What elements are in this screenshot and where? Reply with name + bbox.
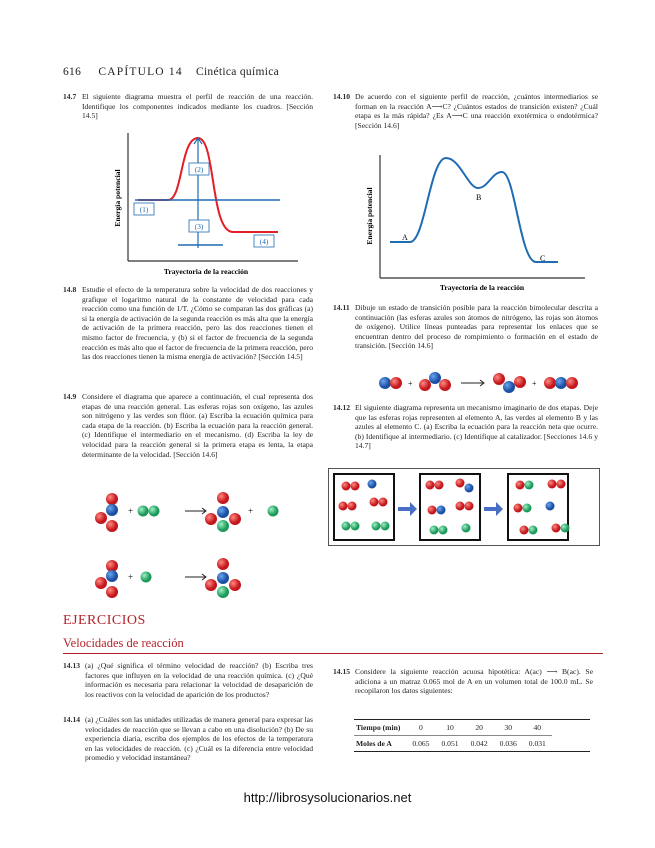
time-cell: 20: [475, 723, 483, 732]
moles-cell: 0.065: [412, 739, 430, 748]
point-b-label: B: [476, 193, 482, 202]
problem-text: Dibuje un estado de transición posible para la reacción bimolecular descrita a continuación (las esferas azules son átomos de nitrógeno, las rojas son átomos de oxígeno). Utilice líneas punteadas para representar los enlaces que se encuentran dentro del proceso de rompimiento o formación en el estado de transición. [Sección 14.6]: [355, 303, 598, 351]
point-c-label: C: [540, 254, 546, 263]
mechanism-diagram-14-9: [90, 486, 310, 604]
problem-number: 14.14: [63, 715, 81, 724]
subsection-heading-velocidades: Velocidades de reacción: [63, 636, 184, 650]
row-label-time: Tiempo (min): [356, 723, 401, 732]
x-axis-label: Trayectoria de la reacción: [439, 283, 525, 292]
box-2-label: (2): [194, 165, 204, 174]
problem-14-12: [333, 403, 598, 451]
moles-cell: 0.042: [470, 739, 488, 748]
problem-number: 14.12: [333, 403, 351, 412]
section-heading-ejercicios: EJERCICIOS: [63, 613, 146, 628]
problem-14-14: [63, 715, 313, 763]
problem-14-7: [63, 92, 313, 121]
problem-number: 14.9: [63, 392, 77, 401]
data-table-wrapper: [354, 719, 590, 752]
page-header: [63, 66, 279, 78]
problem-text: (a) ¿Cuáles son las unidades utilizadas de manera general para expresar las velocidades de reacción que se llevan a cabo en una disolución? (b) De su experiencia diaria, escriba dos ejemplos de los efectos de la temperatura en las velocidades de reacción. (c) ¿Cuál es la diferencia entre velocidad promedio y velocidad instantánea?: [85, 715, 313, 763]
problem-text: Estudie el efecto de la temperatura sobre la velocidad de dos reacciones y grafique el logaritmo natural de la constante de velocidad para cada reacción como una función de 1/T. ¿Cómo se comparan las dos gráficas (a) si la energía de activación de la segunda reacción es más alta que la energía de activación de la primera reacción, pero las dos reacciones tienen el mismo factor de frecuencia, y (b) si el factor de frecuencia de la segunda reacción es más alto que el factor de frecuencia de la primera reacción, pero las dos reacciones tienen la misma energía de activación? [Sección 14.5]: [82, 285, 313, 362]
chapter-title: Cinética química: [195, 66, 280, 78]
box-3-label: (3): [194, 222, 204, 231]
problem-text: El siguiente diagrama muestra el perfil de reacción de una reacción. Identifique los componentes indicados mediante los cuadros. [Sección 14.5]: [82, 92, 313, 121]
time-cell: 40: [533, 723, 542, 732]
problem-text: Considere el diagrama que aparece a continuación, el cual representa dos etapas de una reacción general. Las esferas rojas son oxígeno, las azules son nitrógeno y las verdes son flúor. (a) Escriba la ecuación química para cada etapa de la reacción. (b) Escriba la ecuación para la reacción general. (c) Identifique el intermediario en el mecanismo. (d) Escriba la ley de velocidad para la reacción general si la primera etapa es lenta, la etapa determinante de la velocidad. [Sección 14.6]: [82, 392, 313, 459]
mechanism-diagram-14-12: [328, 468, 600, 546]
problem-14-9: [63, 392, 313, 459]
problem-text: El siguiente diagrama representa un mecanismo imaginario de dos etapas. Deje que las esferas rojas representen al elemento A, las verdes al elemento B y las azules al elemento C. (a) Escriba la ecuación para la reacción neta que ocurre. (b) Identifique al intermediario. (c) Identifique al catalizador. [Secciones 14.6 y 14.7]: [355, 403, 598, 451]
problem-number: 14.7: [63, 92, 77, 101]
energy-profile-14-7: [108, 128, 308, 280]
footer-url[interactable]: http://librosysolucionarios.net: [243, 790, 412, 805]
box-1-label: (1): [139, 205, 149, 214]
problem-14-10: [333, 92, 598, 130]
moles-cell: 0.031: [528, 739, 546, 748]
bimolecular-diagram-14-11: [375, 370, 600, 396]
problem-number: 14.11: [333, 303, 350, 312]
data-table: [354, 720, 552, 751]
problem-text: De acuerdo con el siguiente perfil de reacción, ¿cuántos intermediarios se forman en la reacción A⟶C? ¿Cuántos estados de transición existen? ¿Cuál etapa es la más rápida? ¿Es A⟶C una reacción exotérmica o endotérmica? [Sección 14.6]: [355, 92, 598, 130]
x-axis-label: Trayectoria de la reacción: [163, 267, 249, 276]
problem-14-13: [63, 661, 313, 699]
energy-profile-14-10: [360, 150, 590, 295]
problem-number: 14.13: [63, 661, 81, 670]
y-axis-label: Energía potencial: [365, 187, 374, 245]
page-number: 616: [63, 66, 82, 78]
svg-text:+: +: [128, 572, 134, 582]
problem-text: Considere la siguiente reacción acuosa hipotética: A(ac) ⟶ B(ac). Se adiciona a un matraz 0.065 mol de A en un volumen total de 100.0 mL. Se recopilaron los datos siguientes:: [355, 667, 593, 696]
moles-cell: 0.036: [499, 739, 517, 748]
box-4-label: (4): [259, 237, 269, 246]
table-row: [354, 736, 552, 752]
chapter-label: CAPÍTULO 14: [98, 66, 183, 78]
time-cell: 30: [504, 723, 512, 732]
problem-number: 14.15: [333, 667, 351, 676]
problem-text: (a) ¿Qué significa el término velocidad de reacción? (b) Escriba tres factores que influyen en la velocidad de una reacción química. (c) ¿Qué información es necesaria para relacionar la velocidad de desaparición de los reactivos con la velocidad de aparición de los productos?: [85, 661, 313, 699]
section-rule: [63, 653, 603, 654]
svg-text:+: +: [532, 379, 537, 388]
moles-cell: 0.051: [441, 739, 459, 748]
problem-14-8: [63, 285, 313, 362]
row-label-moles: Moles de A: [356, 739, 392, 748]
problem-14-15: [333, 667, 593, 696]
problem-number: 14.8: [63, 285, 77, 294]
point-a-label: A: [402, 233, 408, 242]
problem-number: 14.10: [333, 92, 351, 101]
y-axis-label: Energía potencial: [113, 169, 122, 227]
svg-text:+: +: [408, 379, 413, 388]
table-row: [354, 720, 552, 736]
time-cell: 0: [419, 723, 423, 732]
svg-text:+: +: [248, 506, 254, 516]
time-cell: 10: [446, 723, 454, 732]
svg-text:+: +: [128, 506, 134, 516]
problem-14-11: [333, 303, 598, 351]
